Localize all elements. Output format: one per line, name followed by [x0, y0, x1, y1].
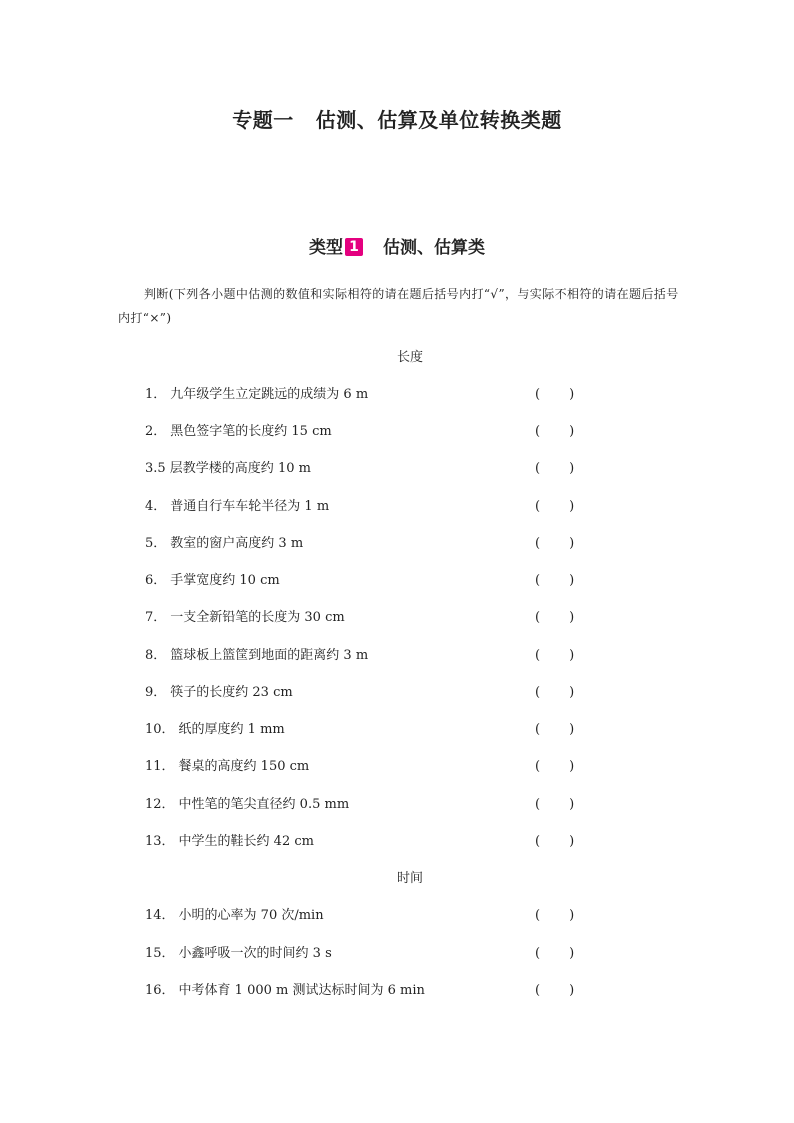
question-text: 小明的心率为 70 次/min — [178, 908, 324, 923]
question-number: 1． — [145, 387, 167, 402]
question-item — [145, 979, 425, 998]
question-item — [145, 383, 368, 402]
question-number: 2． — [145, 424, 167, 439]
question-text: 教室的窗户高度约 3 m — [170, 536, 304, 551]
answer-bracket[interactable]: ( ) — [535, 685, 576, 700]
question-text: 中考体育 1 000 m 测试达标时间为 6 min — [178, 983, 425, 998]
question-item — [145, 793, 349, 812]
instructions: 判断(下列各小题中估测的数值和实际相符的请在题后括号内打“√”，与实际不相符的请在题后括号内打“×”) — [118, 287, 679, 325]
answer-bracket[interactable]: ( ) — [535, 387, 576, 402]
question-text: 九年级学生立定跳远的成绩为 6 m — [170, 387, 369, 402]
answer-bracket[interactable]: ( ) — [535, 499, 576, 514]
question-item — [145, 495, 329, 514]
question-text: 中性笔的笔尖直径约 0.5 mm — [178, 797, 350, 812]
question-text: 手掌宽度约 10 cm — [170, 573, 280, 588]
question-text: 篮球板上篮筐到地面的距离约 3 m — [170, 648, 369, 663]
section-title-length: 长度 — [396, 350, 423, 365]
answer-bracket[interactable]: ( ) — [535, 610, 576, 625]
question-number: 15． — [145, 946, 175, 961]
question-number: 8． — [145, 648, 167, 663]
question-number: 12． — [145, 797, 175, 812]
question-number: 7． — [145, 610, 167, 625]
question-text: 中学生的鞋长约 42 cm — [178, 834, 314, 849]
question-item — [145, 569, 280, 588]
question-item — [145, 457, 311, 476]
answer-bracket[interactable]: ( ) — [535, 797, 576, 812]
page-title — [0, 104, 794, 133]
question-item — [145, 904, 324, 923]
answer-bracket[interactable]: ( ) — [535, 648, 576, 663]
question-number: 5． — [145, 536, 167, 551]
question-text: 筷子的长度约 23 cm — [170, 685, 293, 700]
question-number: 16． — [145, 983, 175, 998]
question-number: 6． — [145, 573, 167, 588]
answer-bracket[interactable]: ( ) — [535, 908, 576, 923]
question-item — [145, 681, 293, 700]
question-number: 3. — [145, 461, 158, 476]
question-item — [145, 420, 332, 439]
topic-label: 专题一 — [232, 108, 294, 132]
answer-bracket[interactable]: ( ) — [535, 573, 576, 588]
type-number-badge: 1 — [345, 238, 363, 256]
question-number: 14． — [145, 908, 175, 923]
answer-bracket[interactable]: ( ) — [535, 759, 576, 774]
question-item — [145, 718, 285, 737]
question-item — [145, 532, 303, 551]
answer-bracket[interactable]: ( ) — [535, 461, 576, 476]
question-text: 5 层教学楼的高度约 10 m — [157, 461, 311, 476]
question-item — [145, 644, 368, 663]
question-item — [145, 606, 345, 625]
question-text: 黑色签字笔的长度约 15 cm — [170, 424, 332, 439]
question-text: 餐桌的高度约 150 cm — [178, 759, 310, 774]
answer-bracket[interactable]: ( ) — [535, 983, 576, 998]
section-title-time: 时间 — [396, 871, 423, 886]
question-item — [145, 942, 332, 961]
answer-bracket[interactable]: ( ) — [535, 722, 576, 737]
question-number: 4． — [145, 499, 167, 514]
question-item — [145, 830, 314, 849]
type-title: 估测、估算类 — [383, 238, 485, 258]
question-text: 普通自行车车轮半径为 1 m — [170, 499, 330, 514]
question-number: 10． — [145, 722, 175, 737]
answer-bracket[interactable]: ( ) — [535, 946, 576, 961]
type-prefix: 类型 — [309, 238, 343, 258]
topic-title: 估测、估算及单位转换类题 — [315, 108, 562, 132]
question-number: 11． — [145, 759, 175, 774]
question-item — [145, 755, 309, 774]
answer-bracket[interactable]: ( ) — [535, 424, 576, 439]
answer-bracket[interactable]: ( ) — [535, 536, 576, 551]
type-heading — [0, 233, 794, 258]
question-text: 纸的厚度约 1 mm — [178, 722, 285, 737]
answer-bracket[interactable]: ( ) — [535, 834, 576, 849]
question-number: 13． — [145, 834, 175, 849]
question-text: 一支全新铅笔的长度为 30 cm — [170, 610, 345, 625]
question-number: 9． — [145, 685, 167, 700]
question-text: 小鑫呼吸一次的时间约 3 s — [178, 946, 332, 961]
